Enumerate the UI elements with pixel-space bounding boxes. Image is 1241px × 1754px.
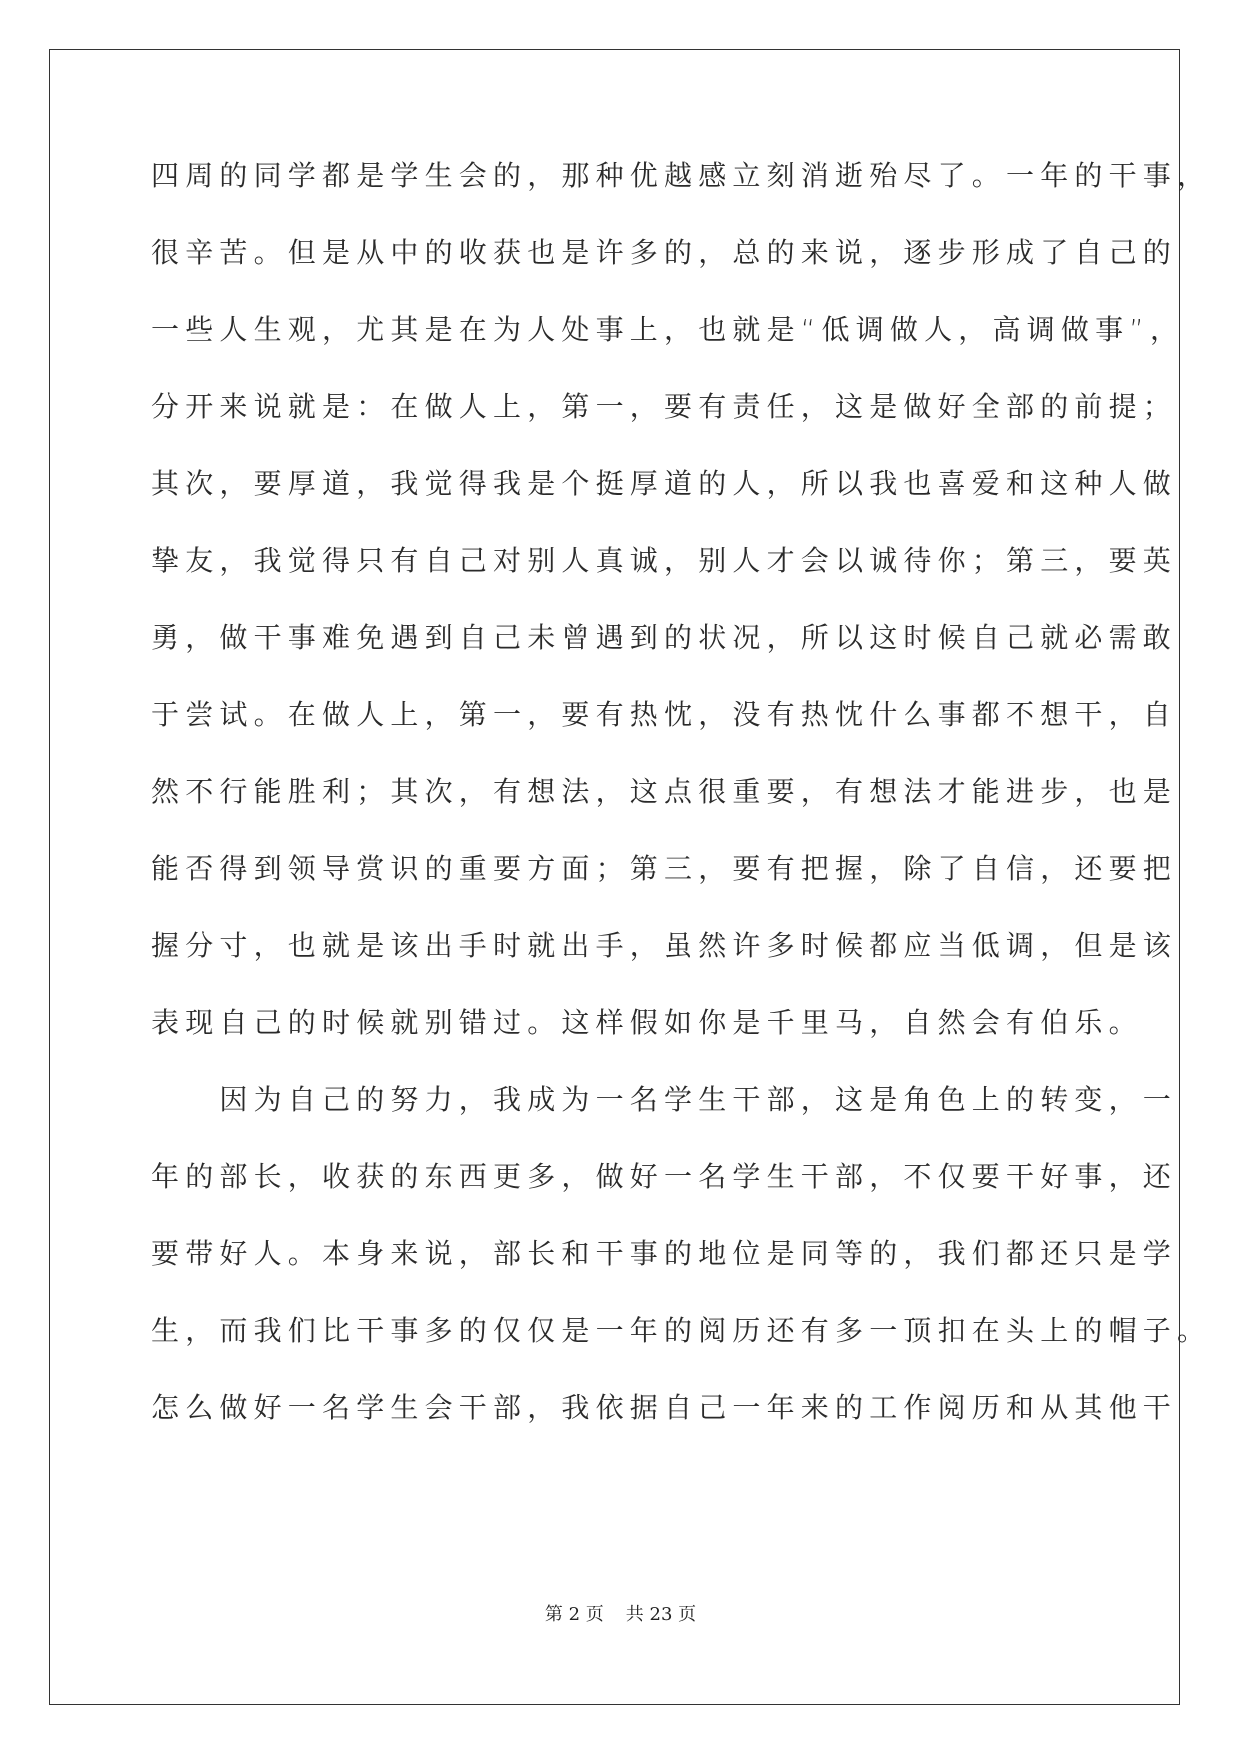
text-line: 挚友，我觉得只有自己对别人真诚，别人才会以诚待你；第三，要英	[151, 544, 1178, 577]
text-line: 很辛苦。但是从中的收获也是许多的，总的来说，逐步形成了自己的	[151, 236, 1178, 269]
page-total: 共 23 页	[625, 1604, 697, 1625]
text-line: 表现自己的时候就别错过。这样假如你是千里马，自然会有伯乐。	[151, 1006, 1143, 1039]
text-line: 于尝试。在做人上，第一，要有热忱，没有热忱什么事都不想干，自	[151, 698, 1178, 731]
text-line: 要带好人。本身来说，部长和干事的地位是同等的，我们都还只是学	[151, 1237, 1178, 1270]
text-line: 然不行能胜利；其次，有想法，这点很重要，有想法才能进步，也是	[151, 775, 1178, 808]
text-line: 四周的同学都是学生会的，那种优越感立刻消逝殆尽了。一年的干事，	[151, 159, 1212, 192]
text-line: 生，而我们比干事多的仅仅是一年的阅历还有多一顶扣在头上的帽子。	[151, 1314, 1212, 1347]
page-number: 第 2 页	[544, 1604, 604, 1625]
text-line: 握分寸，也就是该出手时就出手，虽然许多时候都应当低调，但是该	[151, 929, 1178, 962]
text-line: 勇，做干事难免遇到自己未曾遇到的状况，所以这时候自己就必需敢	[151, 621, 1178, 654]
text-line: 分开来说就是：在做人上，第一，要有责任，这是做好全部的前提；	[151, 390, 1178, 423]
text-line: 能否得到领导赏识的重要方面；第三，要有把握，除了自信，还要把	[151, 852, 1178, 885]
text-line: 其次，要厚道，我觉得我是个挺厚道的人，所以我也喜爱和这种人做	[151, 467, 1178, 500]
text-line: 怎么做好一名学生会干部，我依据自己一年来的工作阅历和从其他干	[151, 1391, 1178, 1424]
paragraph-start-line: 因为自己的努力，我成为一名学生干部，这是角色上的转变，一	[151, 1083, 1178, 1116]
text-line: 年的部长，收获的东西更多，做好一名学生干部，不仅要干好事，还	[151, 1160, 1178, 1193]
text-line: 一些人生观，尤其是在为人处事上，也就是“低调做人，高调做事”，	[151, 313, 1185, 346]
page-footer	[0, 1603, 1241, 1627]
